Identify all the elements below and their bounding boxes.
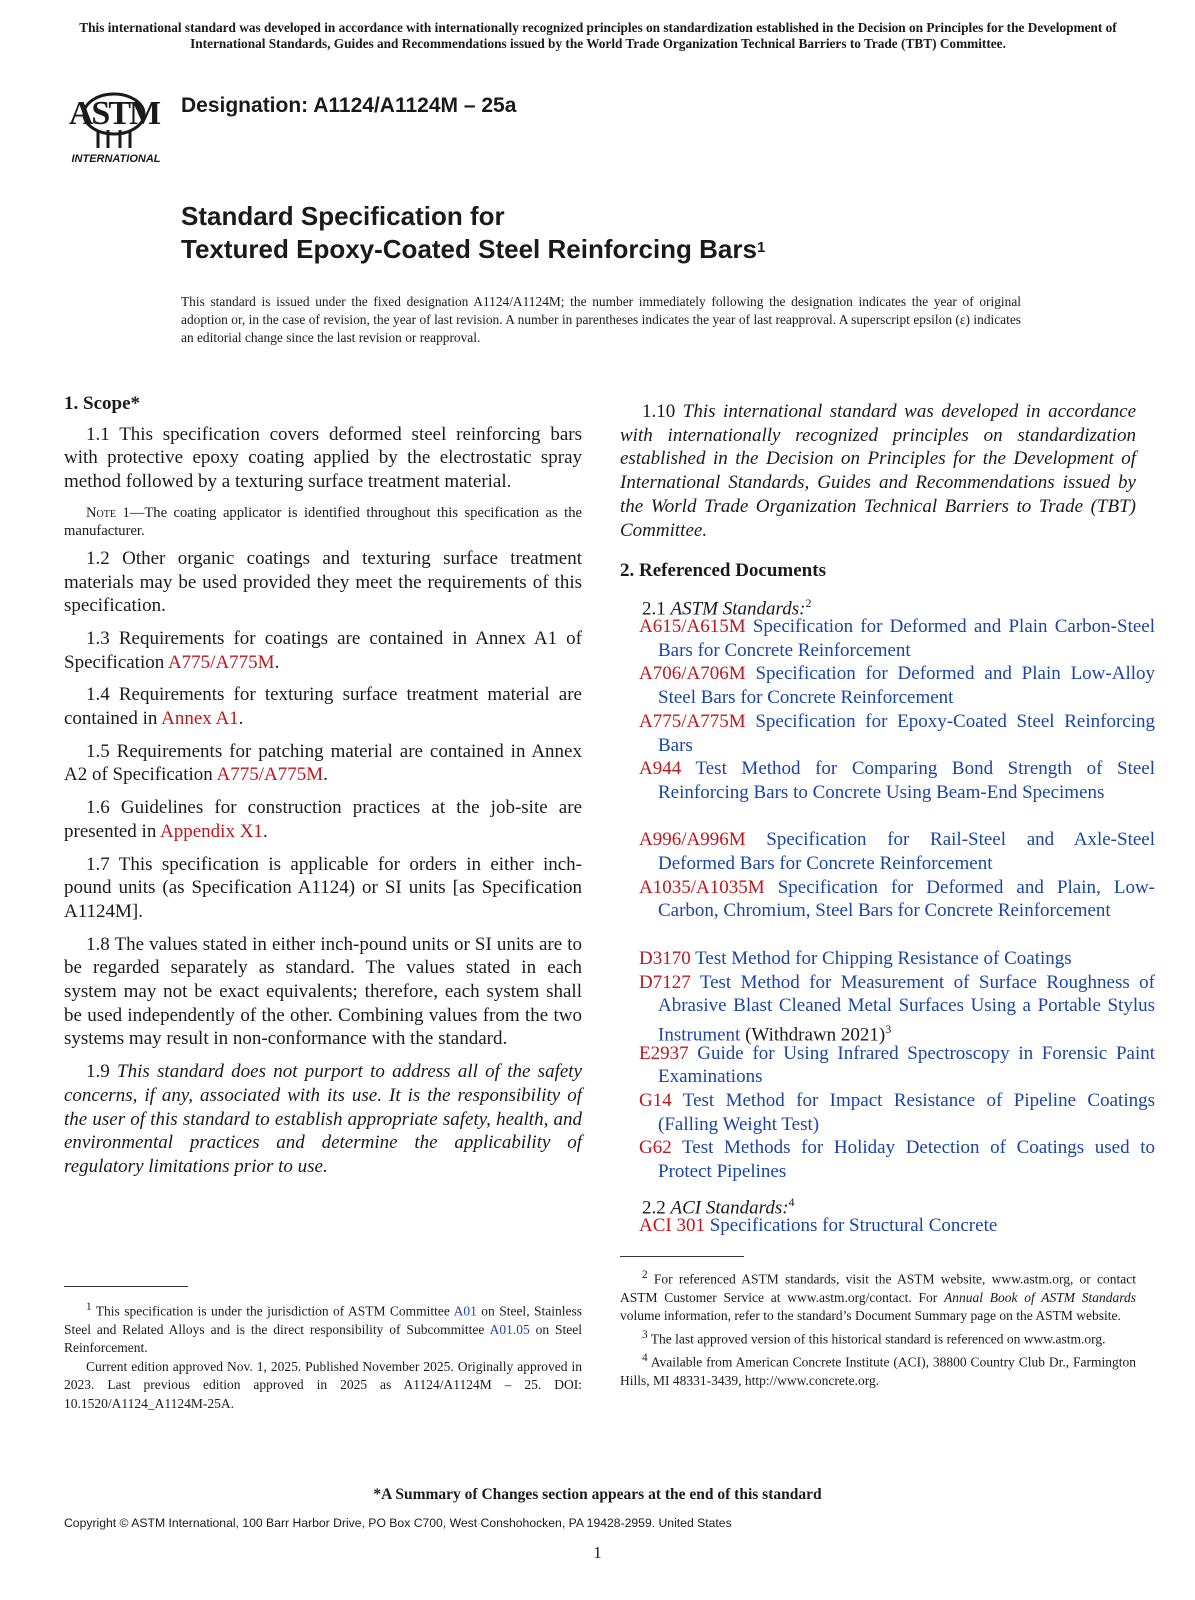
paragraph-1-4 [64,683,582,730]
ref-code-link[interactable]: G62 [639,1137,672,1159]
ref-item [639,757,1155,804]
astm-logo-icon [64,70,168,166]
ref-code-link[interactable]: E2937 [639,1042,689,1064]
designation: Designation: A1124/A1124M – 25a [181,94,517,117]
link-a775-annex[interactable]: A775/A775M [216,764,324,786]
paragraph-1-4-text: 1.4 Requirements for texturing surface treatment material are contained in [64,684,582,730]
international-standard-notice: This international standard was developed in accordance with internationally recognized principles on standardization established in the Decision on Principles for the Development of International Standards, Guides and Recommendations issued by the World Trade Organization Technical Barriers to Trade (TBT) Committee. [79,20,1117,51]
ref-withdrawn-note: (Withdrawn 2021) [740,1024,886,1046]
ref-item [639,615,1155,662]
footnote-1 [64,1298,582,1358]
note-1-label: Note [86,504,116,521]
note-1-number: 1 [115,504,130,521]
link-appendix-x1[interactable]: Appendix X1 [160,820,263,842]
right-footnotes [620,1266,1136,1390]
left-column [64,392,582,1179]
paragraph-1-6-end: . [262,820,268,842]
footnote-4-text: Available from American Concrete Institute (ACI), 38800 Country Club Dr., Farmington Hills, MI 48331-3439, http://www.concrete.org. [620,1354,1136,1388]
ref-code-link[interactable]: A775/A775M [639,710,746,732]
subsection-2-2-label: ACI Standards: [670,1197,789,1219]
ref-code-link[interactable]: G14 [639,1090,672,1111]
ref-title-link[interactable]: Specification for Deformed and Plain Low-Alloy Steel Bars for Concrete Reinforcement [658,663,1155,709]
ref-title-link[interactable]: Test Method for Chipping Resistance of Coatings [690,947,1072,969]
ref-code-link[interactable]: A944 [639,758,682,780]
paragraph-1-7: 1.7 This specification is applicable for orders in either inch-pound units (as Specification A1124) or SI units [as Specification A1124M]. [64,853,582,922]
ref-title-link[interactable]: Specification for Rail-Steel and Axle-Steel Deformed Bars for Concrete Reinforcement [658,829,1155,874]
link-a01[interactable]: A01 [453,1303,477,1319]
footnote-2-text: For referenced ASTM standards, visit the ASTM website, www.astm.org, or contact ASTM Customer Service at www.astm.org/contact. For [620,1271,1136,1305]
paragraph-1-4-end: . [238,708,244,730]
ref-item [639,662,1155,709]
paragraph-1-10-body [620,400,1136,542]
title-line-2-text: Textured Epoxy-Coated Steel Reinforcing Bars [181,234,757,264]
footnote-2 [620,1266,1136,1326]
paragraph-1-2: 1.2 Other organic coatings and texturing surface treatment materials may be used provided they meet the requirements of this specification. [64,547,582,617]
title-line-1: Standard Specification for [181,201,505,231]
title-footnote-mark: 1 [756,239,766,256]
subsection-2-2-number: 2.2 [642,1197,671,1219]
footnote-1-end: on Steel Reinforcement. [64,1321,582,1356]
ref-title-link[interactable]: Specification for Deformed and Plain Carbon-Steel Bars for Concrete Reinforcement [658,616,1155,661]
note-1 [64,504,582,541]
aci-301-code[interactable]: ACI 301 [639,1215,705,1236]
paragraph-1-6 [64,796,582,843]
paragraph-1-5 [64,740,582,787]
footnote-2-italic: Annual Book of ASTM Standards [943,1289,1136,1305]
paragraph-1-1: 1.1 This specification covers deformed steel reinforcing bars with protective epoxy coating applied by the electrostatic spray method followed by a texturing surface treatment material. [64,423,582,493]
link-annex-a1[interactable]: Annex A1 [161,708,239,730]
ref-code-link[interactable]: A996/A996M [639,829,746,851]
document-title [181,200,765,266]
footnote-2-mark: 2 [642,1269,648,1281]
paragraph-1-9 [64,1060,582,1179]
footnote-2-end: volume information, refer to the standard’s Document Summary page on the ASTM website. [620,1308,1121,1324]
ref-title-link[interactable]: Guide for Using Infrared Spectroscopy in Forensic Paint Examinations [658,1042,1155,1088]
subsection-2-2-mark: 4 [788,1195,795,1209]
paragraph-1-8: 1.8 The values stated in either inch-pound units or SI units are to be regarded separately as standard. The values stated in each system may not be exact equivalents; therefore, each system shall be used independently of the other. Combining values from the two systems may result in non-conformance with the standard. [64,933,582,1050]
paragraph-1-3-end: . [274,651,280,673]
subsection-2-1-mark: 2 [805,596,812,610]
paragraph-1-9-text: This standard does not purport to address all of the safety concerns, if any, associated with its use. It is the responsibility of the user of this standard to establish appropriate safety, health, and environmental practices and determine the applicability of regulatory limitations prior to use. [64,1061,582,1177]
copyright-line: Copyright © ASTM International, 100 Barr Harbor Drive, PO Box C700, West Conshohocken, PA 19428-2959. United States [64,1516,732,1530]
paragraph-1-3-text: 1.3 Requirements for coatings are contained in Annex A1 of Specification [64,627,582,673]
ref-aci-301 [639,1214,1155,1238]
issued-under-note: This standard is issued under the fixed designation A1124/A1124M; the number immediately following the designation indicates the year of original adoption or, in the case of revision, the year of last revision. A number in parentheses indicates the year of last reapproval. A superscript epsilon (ε) indicates an editorial change since the last revision or reapproval. [181,294,1021,345]
title-line-2 [181,233,765,266]
paragraph-1-10-number: 1.10 [642,401,683,422]
ref-title-link[interactable]: Specification for Deformed and Plain, Low-Carbon, Chromium, Steel Bars for Concrete Reinforcement [658,876,1155,922]
footnote-3-mark: 3 [642,1328,648,1341]
ref-title-link[interactable]: Test Method for Comparing Bond Strength of Steel Reinforcing Bars to Concrete Using Beam-End Specimens [658,758,1155,803]
ref-item [639,971,1155,1047]
footnote-1-mid: on Steel, Stainless Steel and Related Alloys and is the direct responsibility of Subcommittee [64,1303,582,1337]
footnote-1-edition: Current edition approved Nov. 1, 2025. Published November 2025. Originally approved in 2023. Last previous edition approved in 2025 as A1124/A1124M – 25. DOI: 10.1520/A1124_A1124M-25A. [64,1358,582,1411]
paragraph-1-5-end: . [323,764,328,786]
ref-title-link[interactable]: Test Methods for Holiday Detection of Coatings used to Protect Pipelines [658,1137,1155,1183]
paragraph-1-10-text: This international standard was developed in accordance with internationally recognized principles on standardization established in the Decision on Principles for the Development of International Standards, Guides and Recommendations issued by the World Trade Organization Technical Barriers to Trade (TBT) Committee. [620,401,1137,541]
ref-item [639,1136,1155,1183]
ref-code-link[interactable]: A1035/A1035M [639,876,765,898]
ref-code-link[interactable]: D3170 [639,947,691,969]
link-a775[interactable]: A775/A775M [167,651,275,673]
paragraph-1-5-text: 1.5 Requirements for patching material are contained in Annex A2 of Specification [64,740,582,786]
section-2-heading: 2. Referenced Documents [620,560,826,581]
footnote-1-mark: 1 [86,1301,92,1313]
ref-title-link[interactable]: Test Method for Measurement of Surface Roughness of Abrasive Blast Cleaned Metal Surfaces Using a Portable Stylus Instrument [658,971,1155,1046]
logo-subtext: INTERNATIONAL [71,153,161,165]
link-a01-05[interactable]: A01.05 [489,1321,530,1337]
right-footnote-divider [620,1256,744,1257]
astm-logo [64,70,168,166]
ref-footnote-mark: 3 [885,1021,892,1036]
aci-301-title[interactable]: Specifications for Structural Concrete [704,1215,998,1236]
section-1-heading: 1. Scope* [64,393,140,414]
ref-item [639,710,1155,757]
note-1-text: —The coating applicator is identified throughout this specification as the manufacturer. [64,504,582,540]
ref-item [639,876,1155,923]
subsection-2-1-label: ASTM Standards: [670,598,806,620]
footnote-4 [620,1349,1136,1390]
left-footnote-divider [64,1286,188,1287]
page-number: 1 [593,1543,602,1562]
ref-item [639,1042,1155,1089]
footnote-3 [620,1326,1136,1349]
svg-text:ASTM: ASTM [68,95,160,132]
paragraph-1-10 [620,400,1136,542]
footnote-1-text: This specification is under the jurisdiction of ASTM Committee [91,1303,454,1319]
ref-item [639,1089,1155,1136]
summary-of-changes-note: *A Summary of Changes section appears at the end of this standard [373,1486,822,1503]
ref-title-link[interactable]: Test Method for Impact Resistance of Pipeline Coatings (Falling Weight Test) [658,1090,1155,1135]
ref-code-link[interactable]: A706/A706M [639,663,746,685]
footnote-3-text: The last approved version of this historical standard is referenced on www.astm.org. [647,1331,1106,1347]
paragraph-1-6-text: 1.6 Guidelines for construction practices at the job-site are presented in [64,797,582,842]
left-footnotes [64,1298,582,1413]
ref-item [639,828,1155,875]
paragraph-1-3 [64,627,582,674]
ref-code-link[interactable]: A615/A615M [639,616,746,637]
ref-title-link[interactable]: Specification for Epoxy-Coated Steel Reinforcing Bars [658,710,1155,756]
ref-code-link[interactable]: D7127 [639,971,691,993]
footnote-4-mark: 4 [642,1351,648,1364]
subsection-2-1-number: 2.1 [642,598,671,620]
paragraph-1-9-number: 1.9 [86,1061,118,1083]
ref-item [639,947,1155,971]
